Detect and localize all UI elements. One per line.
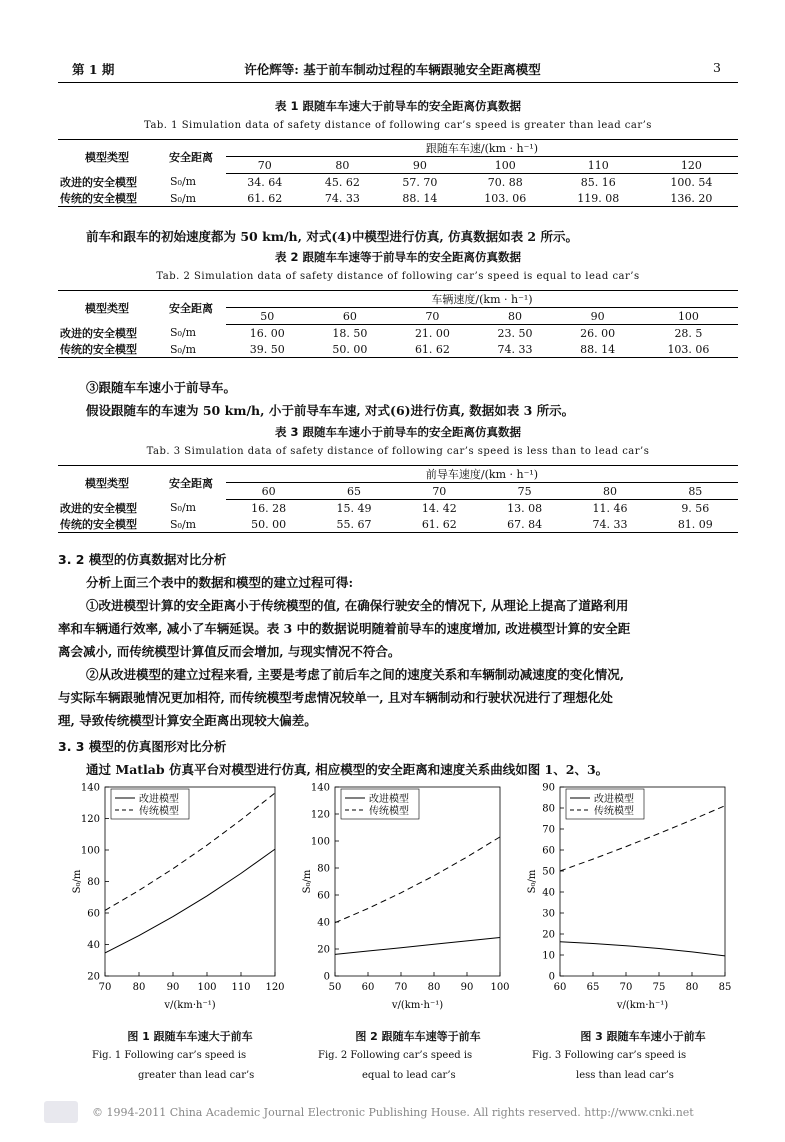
caption-line: equal to lead car’s (362, 1070, 456, 1081)
legend-label: 传统模型 (369, 806, 409, 817)
legend-label: 传统模型 (594, 806, 634, 817)
speed-header: 120 (645, 157, 738, 174)
table-row (58, 500, 738, 517)
row-label: 改进的安全模型 (60, 501, 137, 515)
speed-header: 100 (639, 308, 738, 325)
x-tick-label: 85 (718, 982, 732, 993)
table-cell: 103. 06 (459, 190, 552, 207)
table-cell: 23. 50 (497, 326, 533, 340)
y-tick-label: 40 (87, 940, 100, 951)
paragraph: ①改进模型计算的安全距离小于传统模型的值, 在确保行驶安全的情况下, 从理论上提高了道路利用 (86, 598, 629, 613)
table-cell: 57. 70 (402, 175, 438, 189)
table-cell: 70. 88 (487, 175, 523, 189)
table-cell: 74. 33 (474, 341, 557, 358)
table-cell: 100. 54 (670, 175, 713, 189)
table-cell: 67. 84 (482, 516, 567, 533)
figure-3-caption-en (532, 1046, 686, 1086)
y-tick-label: 100 (80, 845, 100, 857)
caption-line: Fig. 1 Following car’s speed is (92, 1050, 247, 1061)
chart-3 (515, 782, 735, 1022)
speed-header: 85 (653, 483, 738, 500)
x-tick-label: 90 (166, 982, 180, 993)
y-tick-label: 60 (87, 908, 100, 920)
y-tick-label: 140 (80, 782, 100, 794)
speed-header: 60 (309, 308, 392, 325)
x-tick-label: 80 (685, 982, 699, 993)
caption-line: greater than lead car’s (138, 1070, 255, 1081)
table-cell: 103. 06 (639, 341, 738, 358)
paragraph: 理, 导致传统模型计算安全距离出现较大偏差。 (58, 713, 317, 728)
x-tick-label: 100 (490, 982, 510, 993)
row-label: 传统的安全模型 (58, 341, 156, 358)
figure-2-caption: 图 2 跟随车车速等于前车 (355, 1030, 481, 1043)
legend-label: 传统模型 (139, 806, 179, 817)
table-cell: 21. 00 (414, 326, 450, 340)
paragraph: 率和车辆通行效率, 减小了车辆延误。表 3 中的数据说明随着前导车的速度增加, 改进模型计算的安全距 (58, 621, 631, 636)
x-tick-label: 120 (265, 982, 285, 993)
table-row (58, 325, 738, 342)
x-tick-label: 80 (427, 982, 441, 993)
paragraph: 通过 Matlab 仿真平台对模型进行仿真, 相应模型的安全距离和速度关系曲线如图 1、2、3。 (86, 762, 609, 777)
table-cell: 28. 5 (674, 326, 703, 340)
table-cell: 50. 00 (226, 516, 311, 533)
x-tick-label: 80 (132, 982, 146, 993)
paragraph: 与实际车辆跟驰情况更加相符, 而传统模型考虑情况较单一, 且对车辆制动和行驶状况进行了理想化处 (58, 690, 613, 705)
y-tick-label: 70 (542, 824, 555, 836)
y-tick-label: 100 (310, 836, 330, 848)
unit-symbol: S₀/m (170, 501, 197, 515)
x-tick-label: 70 (98, 982, 112, 993)
chart-2 (290, 782, 510, 1022)
x-axis-label: v/(km·h⁻¹) (164, 1000, 216, 1011)
paragraph: 分析上面三个表中的数据和模型的建立过程可得: (86, 575, 354, 590)
table-cell: 45. 62 (324, 175, 360, 189)
y-tick-label: 30 (542, 908, 555, 920)
table1 (58, 139, 738, 207)
table2-caption-en: Tab. 2 Simulation data of safety distance of following car’s speed is equal to lead car’s (156, 271, 640, 282)
table-cell: 16. 28 (251, 501, 287, 515)
y-tick-label: 80 (542, 803, 555, 815)
table-cell: 74. 33 (567, 516, 652, 533)
speed-header: 70 (391, 308, 474, 325)
table3-caption: 表 3 跟随车车速小于前导车的安全距离仿真数据 (274, 425, 521, 439)
y-tick-label: 20 (87, 971, 100, 983)
col-safety-distance: 安全距离 (156, 291, 226, 325)
y-tick-label: 50 (542, 866, 555, 878)
y-tick-label: 80 (87, 877, 100, 888)
x-tick-label: 60 (553, 982, 567, 993)
y-axis-label: S₀/m (72, 869, 83, 894)
y-tick-label: 60 (542, 845, 555, 857)
row-label: 改进的安全模型 (60, 326, 137, 340)
speed-header: 100 (459, 157, 552, 174)
table1-caption: 表 1 跟随车车速大于前导车的安全距离仿真数据 (274, 99, 521, 113)
col-model-type: 模型类型 (58, 466, 156, 500)
x-tick-label: 90 (460, 982, 474, 993)
row-label: 传统的安全模型 (58, 516, 156, 533)
table-row (58, 341, 738, 358)
row-label: 传统的安全模型 (58, 190, 156, 207)
x-tick-label: 70 (619, 982, 633, 993)
copyright-footer: © 1994-2011 China Academic Journal Electronic Publishing House. All rights reserved. http://www.cnki.net (92, 1106, 694, 1119)
x-tick-label: 110 (231, 982, 251, 993)
legend-label: 改进模型 (139, 794, 179, 805)
table-cell: 81. 09 (653, 516, 738, 533)
table-cell: 85. 16 (580, 175, 616, 189)
table-cell: 13. 08 (507, 501, 543, 515)
table-row (58, 174, 738, 191)
table-cell: 50. 00 (309, 341, 392, 358)
paragraph: ②从改进模型的建立过程来看, 主要是考虑了前后车之间的速度关系和车辆制动减速度的变化情况, (86, 667, 625, 682)
y-tick-label: 120 (310, 809, 330, 821)
speed-header: 90 (381, 157, 459, 174)
x-tick-label: 65 (586, 982, 600, 993)
figure-2-caption-en (318, 1046, 472, 1086)
table-row (58, 190, 738, 207)
y-tick-label: 20 (317, 944, 330, 956)
table-cell: 61. 62 (226, 190, 304, 207)
section-heading: 3. 3 模型的仿真图形对比分析 (58, 739, 227, 754)
table-cell: 14. 42 (421, 501, 457, 515)
table-cell: 9. 56 (681, 501, 710, 515)
col-safety-distance: 安全距离 (156, 140, 226, 174)
y-tick-label: 20 (542, 929, 555, 941)
table-cell: 88. 14 (556, 341, 639, 358)
speed-header: 60 (226, 483, 311, 500)
series-line-improved (335, 938, 500, 955)
y-tick-label: 90 (542, 782, 555, 794)
speed-header: 65 (311, 483, 396, 500)
row-label: 改进的安全模型 (60, 175, 137, 189)
paragraph: 假设跟随车的车速为 50 km/h, 小于前导车车速, 对式(6)进行仿真, 数据如表 3 所示。 (86, 403, 575, 418)
table-cell: 55. 67 (311, 516, 396, 533)
speed-header: 80 (567, 483, 652, 500)
table-cell: 18. 50 (332, 326, 368, 340)
table-cell: 26. 00 (580, 326, 616, 340)
table2 (58, 290, 738, 358)
table-cell: 34. 64 (247, 175, 283, 189)
table3 (58, 465, 738, 533)
speed-header: 50 (226, 308, 309, 325)
col-model-type: 模型类型 (58, 291, 156, 325)
table-cell: 11. 46 (592, 501, 628, 515)
table-cell: 136. 20 (645, 190, 738, 207)
speed-header: 110 (552, 157, 645, 174)
section-heading: 3. 2 模型的仿真数据对比分析 (58, 552, 227, 567)
series-line-traditional (335, 837, 500, 923)
figure-1-caption-en (92, 1046, 254, 1086)
caption-line: less than lead car’s (576, 1070, 674, 1081)
table1-caption-en: Tab. 1 Simulation data of safety distance of following car’s speed is greater than lead car’s (144, 120, 652, 131)
speed-header: 80 (304, 157, 382, 174)
journal-issue: 第 1 期 (72, 62, 115, 77)
figure-3-caption: 图 3 跟随车车速小于前车 (580, 1030, 706, 1043)
speed-group-header: 跟随车车速/(km · h⁻¹) (226, 140, 738, 157)
speed-group-header: 车辆速度/(km · h⁻¹) (226, 291, 738, 308)
y-tick-label: 60 (317, 890, 330, 902)
table-cell: 61. 62 (391, 341, 474, 358)
col-model-type: 模型类型 (58, 140, 156, 174)
y-axis-label: S₀/m (527, 869, 538, 894)
chart-1 (60, 782, 285, 1022)
legend-label: 改进模型 (369, 794, 409, 805)
x-axis-label: v/(km·h⁻¹) (616, 1000, 669, 1011)
table-row (58, 516, 738, 533)
x-tick-label: 100 (197, 982, 217, 993)
running-title: 许伦辉等: 基于前车制动过程的车辆跟驰安全距离模型 (244, 62, 541, 77)
table-cell: 16. 00 (249, 326, 285, 340)
figure-1-caption: 图 1 跟随车车速大于前车 (127, 1030, 253, 1043)
table-cell: 39. 50 (226, 341, 309, 358)
caption-line: Fig. 3 Following car’s speed is (532, 1050, 687, 1061)
unit-symbol: S₀/m (170, 175, 197, 189)
col-safety-distance: 安全距离 (156, 466, 226, 500)
x-tick-label: 60 (361, 982, 375, 993)
speed-header: 70 (397, 483, 482, 500)
figure-2 (290, 782, 510, 1026)
table-cell: 61. 62 (397, 516, 482, 533)
x-tick-label: 50 (328, 982, 342, 993)
y-tick-label: 40 (542, 887, 555, 899)
speed-header: 90 (556, 308, 639, 325)
paragraph: 前车和跟车的初始速度都为 50 km/h, 对式(4)中模型进行仿真, 仿真数据如表 2 所示。 (86, 229, 578, 244)
figure-1 (60, 782, 285, 1026)
y-tick-label: 140 (310, 782, 330, 794)
y-tick-label: 0 (548, 971, 555, 983)
y-axis-label: S₀/m (302, 869, 313, 894)
y-tick-label: 0 (323, 971, 330, 983)
figure-3 (515, 782, 735, 1026)
unit-symbol: S₀/m (170, 326, 197, 340)
page-number: 3 (713, 60, 721, 75)
paragraph: 离会减小, 而传统模型计算值反而会增加, 与现实情况不符合。 (58, 644, 401, 659)
table-cell: 119. 08 (552, 190, 645, 207)
speed-header: 70 (226, 157, 304, 174)
y-tick-label: 80 (317, 863, 330, 875)
x-tick-label: 70 (394, 982, 408, 993)
unit-symbol: S₀/m (156, 341, 226, 358)
unit-symbol: S₀/m (156, 516, 226, 533)
unit-symbol: S₀/m (156, 190, 226, 207)
table-cell: 88. 14 (381, 190, 459, 207)
table3-caption-en: Tab. 3 Simulation data of safety distance of following car’s speed is less than to lead car’s (146, 446, 650, 457)
speed-group-header: 前导车速度/(km · h⁻¹) (226, 466, 738, 483)
table-cell: 74. 33 (304, 190, 382, 207)
y-tick-label: 40 (317, 917, 330, 929)
y-tick-label: 10 (542, 950, 555, 962)
table-cell: 15. 49 (336, 501, 372, 515)
series-line-improved (560, 942, 725, 956)
x-tick-label: 75 (652, 982, 666, 993)
legend-label: 改进模型 (594, 794, 634, 805)
speed-header: 75 (482, 483, 567, 500)
caption-line: Fig. 2 Following car’s speed is (318, 1050, 473, 1061)
speed-header: 80 (474, 308, 557, 325)
series-line-improved (105, 849, 275, 953)
cnki-logo (44, 1101, 78, 1123)
y-tick-label: 120 (80, 814, 100, 825)
paragraph: ③跟随车车速小于前导车。 (86, 380, 237, 395)
x-axis-label: v/(km·h⁻¹) (391, 1000, 444, 1011)
table2-caption: 表 2 跟随车车速等于前导车的安全距离仿真数据 (274, 250, 521, 264)
header-rule (58, 82, 738, 83)
